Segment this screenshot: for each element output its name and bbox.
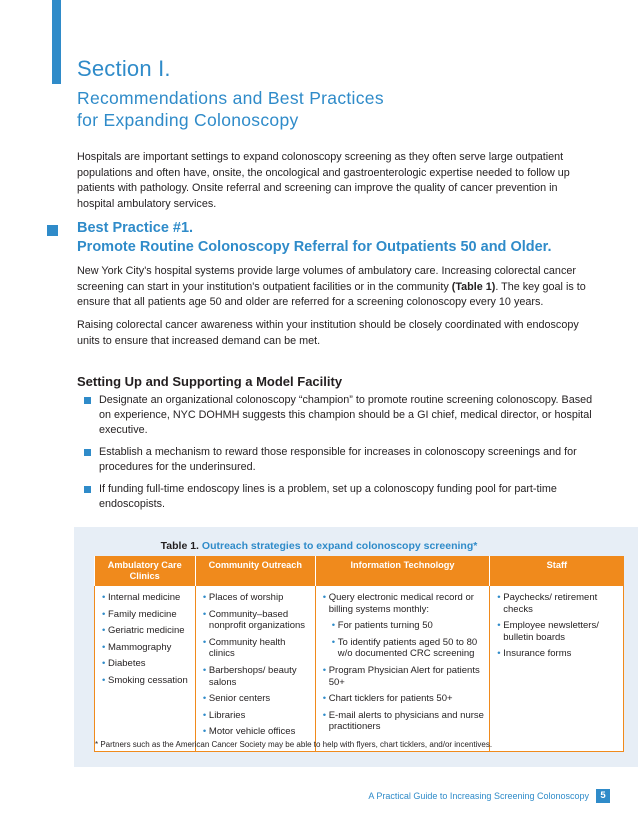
setup-bullet bbox=[84, 393, 594, 438]
list-item-text: Community health clinics bbox=[208, 636, 286, 660]
table-caption bbox=[0, 540, 638, 552]
list-item-text: Geriatric medicine bbox=[108, 625, 185, 637]
section-subtitle-line2: for Expanding Colonoscopy bbox=[77, 110, 299, 130]
list-item bbox=[102, 675, 191, 687]
list-item bbox=[203, 609, 311, 632]
bp-para1-text-b: . The key goal is to ensure that all patients age 50 and older are referred for a screening colonoscopy every 10 years. bbox=[77, 280, 586, 308]
setup-bullet bbox=[84, 445, 594, 475]
list-item-text: Places of worship bbox=[208, 592, 284, 603]
bullet-dot-icon: • bbox=[102, 608, 106, 620]
list-item-text: Mammography bbox=[108, 641, 172, 653]
best-practice-title-line2: Promote Routine Colonoscopy Referral for Outpatients 50 and Older. bbox=[77, 239, 552, 255]
bp-para1-text-a: New York City's hospital systems provide large volumes of ambulatory care. Increasing colorectal cancer screening can start in your institution's outpatient facilities or in the community bbox=[77, 265, 576, 293]
header-staff: Staff bbox=[490, 556, 624, 586]
cell-community-outreach bbox=[195, 586, 315, 751]
bullet-dot-icon: • bbox=[331, 620, 336, 632]
bullet-dot-icon: • bbox=[331, 636, 336, 648]
header-ambulatory-care: Ambulatory Care Clinics bbox=[95, 556, 196, 586]
section-subtitle-line1: Recommendations and Best Practices bbox=[77, 88, 384, 108]
intro-paragraph: Hospitals are important settings to expand colonoscopy screening as they often serve large outpatient populations and often have, onsite, the oncological and gastroenterologic expertise needed to follow up patients with pathology. Onsite referral and screening can improve the quality of cancer prevention in hospital ambulatory services. bbox=[77, 151, 570, 210]
list-item-text: Internal medicine bbox=[108, 592, 181, 603]
list-item-text: Barbershops/ beauty salons bbox=[208, 664, 297, 688]
list-item bbox=[497, 620, 619, 643]
header-community-outreach: Community Outreach bbox=[195, 556, 315, 586]
best-practice-paragraph-1 bbox=[77, 264, 592, 311]
bullet-dot-icon: • bbox=[202, 636, 207, 648]
square-bullet-icon bbox=[84, 397, 91, 404]
table-caption-title: Outreach strategies to expand colonoscopy screening* bbox=[201, 540, 478, 552]
bullet-dot-icon: • bbox=[497, 620, 501, 632]
bullet-dot-icon: • bbox=[497, 592, 501, 603]
list-item bbox=[323, 592, 486, 615]
square-bullet-icon bbox=[84, 449, 91, 456]
setup-bullet bbox=[84, 482, 594, 512]
table-row bbox=[95, 586, 624, 751]
table-reference: (Table 1) bbox=[451, 280, 496, 293]
list-item-text: Smoking cessation bbox=[108, 674, 188, 686]
list-item bbox=[497, 592, 619, 615]
setup-heading: Setting Up and Supporting a Model Facility bbox=[77, 374, 343, 389]
list-item-text: For patients turning 50 bbox=[337, 620, 433, 632]
list-item bbox=[497, 648, 619, 660]
best-practice-title bbox=[77, 219, 552, 257]
list-item bbox=[102, 592, 191, 604]
list-item-text: Query electronic medical record or billing systems monthly: bbox=[328, 592, 474, 615]
bullet-dot-icon: • bbox=[102, 592, 106, 603]
list-item-text: Paychecks/ retirement checks bbox=[503, 592, 598, 615]
list-item-text: Senior centers bbox=[208, 693, 271, 705]
section-subtitle bbox=[77, 87, 384, 131]
bullet-dot-icon: • bbox=[202, 709, 207, 721]
bullet-dot-icon: • bbox=[202, 664, 207, 676]
bullet-dot-icon: • bbox=[322, 664, 327, 676]
list-item-text: Community–based nonprofit organizations bbox=[208, 608, 306, 632]
setup-bullet-text: If funding full-time endoscopy lines is a problem, set up a colonoscopy funding pool for part-time endoscopists. bbox=[99, 483, 557, 510]
best-practice-title-line1: Best Practice #1. bbox=[77, 220, 194, 236]
list-item bbox=[323, 693, 486, 705]
list-item-text: Diabetes bbox=[108, 658, 146, 670]
setup-bullet-text: Establish a mechanism to reward those responsible for increases in colonoscopy screenings and for procedures for the underinsured. bbox=[99, 446, 577, 473]
list-item-text: Libraries bbox=[208, 709, 246, 721]
cell-staff bbox=[490, 586, 624, 751]
list-item bbox=[203, 710, 311, 722]
list-item-text: Insurance forms bbox=[503, 648, 572, 660]
bullet-dot-icon: • bbox=[102, 641, 106, 653]
setup-bullet-list bbox=[84, 393, 594, 519]
list-subitem bbox=[323, 620, 486, 632]
list-item-text: Program Physician Alert for patients 50+ bbox=[328, 664, 480, 688]
list-item-text: To identify patients aged 50 to 80 w/o documented CRC screening bbox=[337, 636, 478, 660]
list-item bbox=[102, 609, 191, 621]
bullet-dot-icon: • bbox=[202, 693, 207, 705]
list-item bbox=[203, 693, 311, 705]
bullet-dot-icon: • bbox=[102, 658, 106, 670]
list-item bbox=[323, 710, 486, 733]
footer-guide-title: A Practical Guide to Increasing Screening Colonoscopy bbox=[368, 791, 589, 801]
list-item bbox=[102, 642, 191, 654]
list-item bbox=[323, 665, 486, 688]
best-practice-paragraph-2: Raising colorectal cancer awareness within your institution should be closely coordinated with endoscopy units to ensure that increased demand can be met. bbox=[77, 319, 579, 347]
list-item bbox=[203, 592, 311, 604]
bullet-dot-icon: • bbox=[102, 625, 106, 637]
bullet-dot-icon: • bbox=[202, 608, 207, 620]
list-item bbox=[203, 665, 311, 688]
table-footnote: * Partners such as the American Cancer Society may be able to help with flyers, chart ticklers, and/or incentives. bbox=[95, 740, 493, 749]
section-title: Section I. bbox=[77, 56, 171, 81]
bullet-dot-icon: • bbox=[202, 592, 207, 603]
page-number: 5 bbox=[596, 789, 610, 803]
bullet-dot-icon: • bbox=[322, 693, 327, 705]
section-accent-bar bbox=[52, 0, 61, 84]
bullet-dot-icon: • bbox=[322, 709, 327, 721]
list-item-text: Motor vehicle offices bbox=[208, 726, 296, 738]
list-item-text: Employee newsletters/ bulletin boards bbox=[503, 620, 599, 643]
list-item bbox=[102, 658, 191, 670]
list-item bbox=[102, 625, 191, 637]
bullet-dot-icon: • bbox=[497, 648, 501, 660]
best-practice-marker bbox=[47, 225, 58, 236]
cell-ambulatory-care bbox=[95, 586, 196, 751]
table-header-row bbox=[95, 556, 624, 586]
list-item-text: Chart ticklers for patients 50+ bbox=[328, 693, 453, 705]
list-item-text: E-mail alerts to physicians and nurse practitioners bbox=[328, 709, 484, 733]
list-item bbox=[203, 637, 311, 660]
bullet-dot-icon: • bbox=[322, 592, 327, 603]
outreach-table bbox=[94, 556, 624, 752]
list-item-text: Family medicine bbox=[108, 608, 177, 620]
list-subitem bbox=[323, 637, 486, 660]
setup-bullet-text: Designate an organizational colonoscopy “champion” to promote routine screening colonoscopy. Based on experience, NYC DOHMH suggests this champion should be a GI chief, medical director, or hospital executive. bbox=[99, 394, 593, 436]
header-information-technology: Information Technology bbox=[315, 556, 490, 586]
cell-information-technology bbox=[315, 586, 490, 751]
square-bullet-icon bbox=[84, 486, 91, 493]
bullet-dot-icon: • bbox=[202, 726, 207, 738]
list-item bbox=[203, 726, 311, 738]
table-caption-number: Table 1. bbox=[160, 540, 199, 552]
bullet-dot-icon: • bbox=[102, 674, 106, 686]
